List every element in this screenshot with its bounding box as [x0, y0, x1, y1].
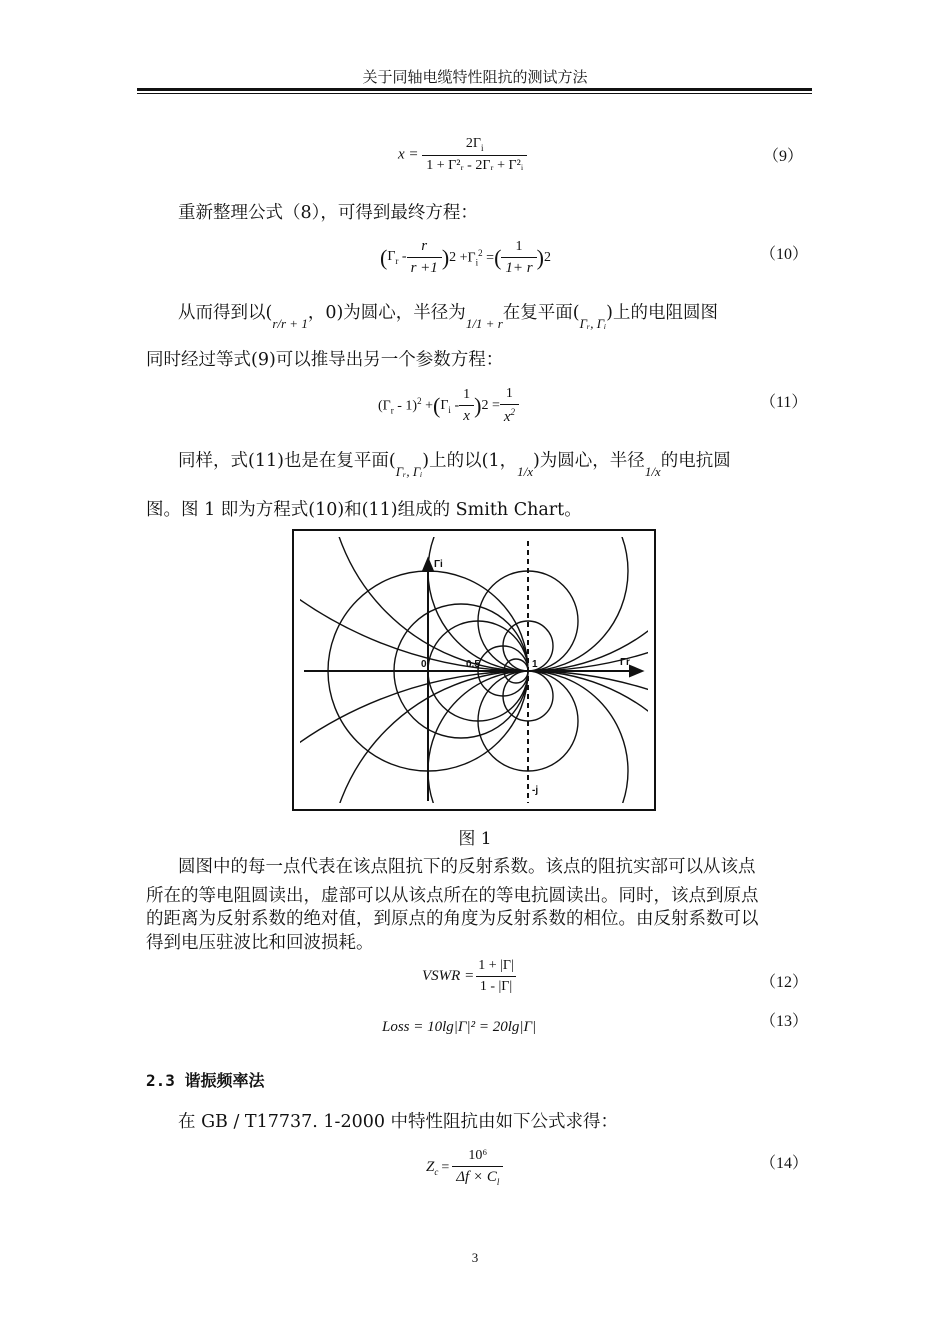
eq10-paren-open: ( [380, 244, 388, 270]
smith-chart-svg [294, 531, 654, 809]
eq11-frac-1: $\frac{1}{x}$ [459, 387, 474, 425]
eq14-equals: = [441, 1159, 450, 1175]
paragraph-6-line-2: 所在的等电阻圆读出，虚部可以从该点所在的等电抗圆读出。同时，该点到原点 [146, 886, 759, 906]
page-number: 3 [471, 1250, 479, 1265]
paragraph-2: 从而得到以($_{r/r + 1}$，0)为圆心，半径为$_{1/1 + r}$在复平面$(_{\Gamma ᵣ, \Gamma ᵢ})$上的电阻圆图 [178, 303, 718, 331]
equation-13: Loss = 10lg|Γ|² = 20lg|Γ| [382, 1019, 537, 1035]
label-zero: 0 [421, 659, 427, 670]
paragraph-5: 图。图 1 即为方程式(10)和(11)组成的 Smith Chart。 [146, 500, 582, 520]
inline-radius: 1/1 + r [465, 316, 503, 331]
eq12-denominator: 1 - |Γ| [476, 976, 516, 995]
eq9-fraction [422, 136, 527, 174]
eq11-number: （11） [760, 394, 808, 411]
axis-im-label: Γi [434, 559, 443, 570]
eq13-number: （13） [760, 1013, 809, 1030]
figure-caption: 图 1 [458, 829, 492, 849]
label-one: 1 [532, 659, 538, 670]
eq10-number: （10） [760, 246, 809, 263]
paragraph-7: 在 GB / T17737. 1-2000 中特性阻抗由如下公式求得： [178, 1112, 619, 1132]
inline-one-over-x-2: 1/x [644, 464, 661, 479]
eq11-frac-2: $\frac{1}{x^2}$ [500, 386, 519, 426]
paragraph-6-line-1: 圆图中的每一点代表在该点阻抗下的反射系数。该点的阻抗实部可以从该点 [178, 857, 756, 877]
eq14-denominator: $\Delta f \times C_l$ [452, 1166, 503, 1187]
header-rule-thin [137, 93, 812, 94]
paragraph-1: 重新整理公式（8），可得到最终方程： [178, 203, 478, 223]
eq14-lhs: $Z_c$ [426, 1158, 439, 1177]
header-rule-thick [137, 88, 812, 91]
imag-axis-arrow [423, 559, 433, 571]
eq9-number: （9） [763, 148, 804, 165]
reactance-circle-x025-up [294, 531, 654, 671]
eq12-number: （12） [760, 974, 809, 991]
inline-gamma-pair: Γᵣ, Γᵢ [579, 316, 607, 331]
paragraph-4: 同样，式(11)也是在复平面$(_{\Gamma ᵣ, \Gamma ᵢ})$上的以(1，$_{1/x}$)为圆心，半径$_{1/x}$的电抗圆 [178, 451, 731, 479]
label-minus-j: -j [532, 785, 539, 796]
eq14-number: （14） [760, 1155, 809, 1172]
real-axis-arrow [630, 666, 642, 676]
equation-12 [422, 958, 518, 995]
inline-gamma-pair-2: Γᵣ, Γᵢ [395, 464, 423, 479]
equation-11: $(\Gamma_r - 1)^2$ + ( $\Gamma_i$ - $\frac{1}{x}$ ) 2 = $\frac{1}{x^2}$ [378, 386, 519, 426]
eq14-fraction [452, 1148, 503, 1187]
equation-14 [426, 1148, 503, 1187]
paragraph-3: 同时经过等式(9)可以推导出另一个参数方程： [146, 350, 504, 370]
eq10-paren-close: ) [441, 244, 450, 270]
inline-r-over-r1: r/r + 1 [272, 316, 308, 331]
paragraph-6-line-4: 得到电压驻波比和回波损耗。 [146, 933, 374, 953]
eq9-lhs: x = [398, 146, 419, 163]
eq10-frac-2: $\frac{1}{1+ r}$ [501, 239, 536, 277]
equation-9 [398, 136, 527, 174]
eq9-numerator: $2\Gamma_i$ [465, 136, 484, 153]
eq10-frac-1: $\frac{r}{r +1}$ [407, 238, 442, 277]
page-header-title: 关于同轴电缆特性阻抗的测试方法 [362, 68, 588, 86]
eq9-denominator: 1 + Γ²ᵣ - 2Γᵣ + Γ²ᵢ [422, 155, 527, 174]
eq12-fraction [474, 958, 518, 995]
equation-10: ( $\Gamma_r$ - $\frac{r}{r +1}$ ) 2 $+\Gamma_i^2$ = ( $\frac{1}{1+ r}$ ) 2 [380, 238, 551, 276]
reactance-circle-x025-down [294, 671, 654, 809]
eq12-numerator: 1 + |Γ| [478, 958, 514, 973]
inline-one-over-x: 1/x [517, 464, 533, 479]
smith-chart-figure [292, 529, 656, 811]
reactance-circle-x05-up [328, 531, 654, 671]
reactance-circle-x05-down [328, 671, 654, 809]
eq14-numerator: 10⁶ [468, 1148, 488, 1163]
eq12-lhs: VSWR = [422, 968, 475, 984]
paragraph-6-line-3: 的距离为反射系数的绝对值，到原点的角度为反射系数的相位。由反射系数可以 [146, 909, 759, 929]
section-heading: 2.3 谐振频率法 [146, 1071, 265, 1090]
axis-re-label: Γr [620, 657, 630, 668]
label-half: 0.5 [466, 659, 480, 670]
